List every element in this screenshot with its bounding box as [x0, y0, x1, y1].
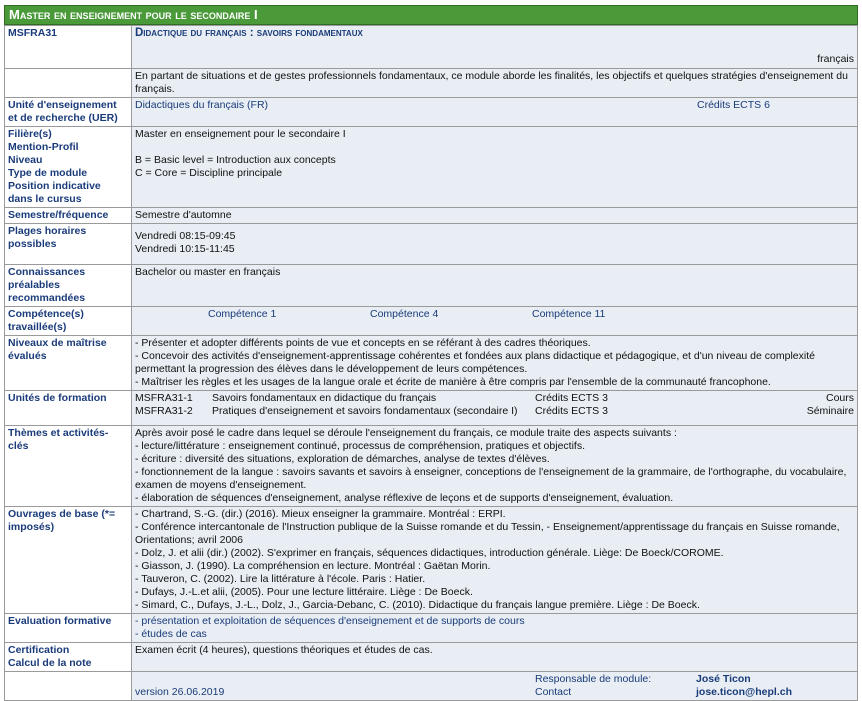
- competences-label: Compétence(s) travaillée(s): [5, 307, 132, 336]
- unite-row: MSFRA31-1 Savoirs fondamentaux en didactique du français Crédits ECTS 3 Cours: [135, 392, 854, 404]
- niveau-value: B = Basic level = Introduction aux concepts: [135, 154, 336, 166]
- description: En partant de situations et de gestes professionnels fondamentaux, ce module aborde les finalités, les objectifs et quelques stratégies d'enseignement du français.: [132, 69, 858, 98]
- course-title: Didactique du français : savoirs fondamentaux: [135, 27, 363, 39]
- module-table: [4, 25, 858, 701]
- module-code: MSFRA31: [5, 26, 132, 69]
- plage-1: Vendredi 08:15-09:45: [135, 230, 236, 242]
- theme-item: - fonctionnement de la langue : savoirs savants et savoirs à enseigner, conceptions de l'enseignement de la grammaire, de l'orthographe, du vocabulaire, examen de moyens d'enseignement.: [135, 466, 847, 491]
- filiere-label: Filière(s) Mention-Profil Niveau Type de module Position indicative dans le cursus: [5, 127, 132, 208]
- evaluation-item: - études de cas: [135, 628, 207, 640]
- uer-label: Unité d'enseignement et de recherche (UER): [5, 98, 132, 127]
- ouvrage-item: - Simard, C., Dufays, J.-L., Dolz, J., Garcia-Debanc, C. (2010). Didactique du français langue première. Liège : De Boeck.: [135, 599, 700, 611]
- niveau-item: - Concevoir des activités d'enseignement-apprentissage cohérentes et fondées aux plans didactique et pédagogique, et d'un niveau de complexité permettant la progression des élèves dans le développement de leurs compétences.: [135, 350, 815, 375]
- ouvrage-item: - Chartrand, S.-G. (dir.) (2016). Mieux enseigner la grammaire. Montréal : ERPI.: [135, 508, 506, 520]
- uer-value: Didactiques du français (FR): [135, 99, 269, 111]
- theme-item: - écriture : diversité des situations, exploration de démarches, analyse de textes d'élèves.: [135, 453, 550, 465]
- contact-label: Contact: [535, 686, 572, 698]
- certification-label: Certification Calcul de la note: [5, 643, 132, 672]
- version: version 26.06.2019: [135, 686, 225, 698]
- filiere-value: Master en enseignement pour le secondaire I: [135, 128, 346, 140]
- competence-11: Compétence 11: [532, 308, 606, 320]
- themes-label: Thèmes et activités-clés: [5, 426, 132, 507]
- unite-row: MSFRA31-2 Pratiques d'enseignement et savoirs fondamentaux (secondaire I) Crédits ECTS 3 Séminaire: [135, 405, 854, 417]
- semestre-value: Semestre d'automne: [132, 208, 858, 224]
- niveaux-label: Niveaux de maîtrise évalués: [5, 336, 132, 391]
- competence-1: Compétence 1: [208, 308, 277, 320]
- resp-label: Responsable de module:: [535, 673, 652, 685]
- module-sheet: [4, 5, 858, 701]
- evaluation-item: - présentation et exploitation de séquences d'enseignement et de supports de cours: [135, 615, 525, 627]
- type-value: C = Core = Discipline principale: [135, 167, 283, 179]
- ouvrage-item: - Dolz, J. et alii (dir.) (2002). S'exprimer en français, séquences didactiques, introduction générale. Liège: De Boeck/COROME.: [135, 547, 724, 559]
- competence-4: Compétence 4: [370, 308, 439, 320]
- theme-item: - élaboration de séquences d'enseignement, analyse réflexive de leçons et de supports d'enseignement, évaluation.: [135, 492, 674, 504]
- ouvrage-item: - Tauveron, C. (2002). Lire la littérature à l'école. Paris : Hatier.: [135, 573, 426, 585]
- plage-2: Vendredi 10:15-11:45: [135, 243, 235, 255]
- unites-label: Unités de formation: [5, 391, 132, 426]
- niveau-item: - Maîtriser les règles et les usages de la langue orale et écrite de manière à être compris par l'ensemble de la communauté francophone.: [135, 376, 771, 388]
- ouvrage-item: - Giasson, J. (1990). La compréhension en lecture. Montréal : Gaëtan Morin.: [135, 560, 491, 572]
- mention-value: [135, 141, 854, 154]
- connaissances-value: Bachelor ou master en français: [132, 265, 858, 307]
- niveau-item: - Présenter et adopter différents points de vue et concepts en se référant à des cadres théoriques.: [135, 337, 591, 349]
- theme-item: - lecture/littérature : enseignement continué, processus de compréhension, pratiques et objectifs.: [135, 440, 585, 452]
- language: français: [817, 53, 854, 65]
- resp-name: José Ticon: [696, 673, 751, 685]
- theme-item: Après avoir posé le cadre dans lequel se déroule l'enseignement du français, ce module traite des aspects suivants :: [135, 427, 677, 439]
- certification-value: Examen écrit (4 heures), questions théoriques et études de cas.: [132, 643, 858, 672]
- evaluation-label: Evaluation formative: [5, 614, 132, 643]
- ouvrage-item: - Dufays, J.-L.et alii, (2005). Pour une lecture littéraire. Liège : De Boeck.: [135, 586, 473, 598]
- contact-email[interactable]: jose.ticon@hepl.ch: [696, 686, 793, 698]
- page-title: Master en enseignement pour le secondaire I: [4, 5, 858, 25]
- uer-credits: Crédits ECTS 6: [697, 99, 770, 111]
- plages-label: Plages horaires possibles: [5, 224, 132, 265]
- semestre-label: Semestre/fréquence: [5, 208, 132, 224]
- ouvrages-label: Ouvrages de base (*= imposés): [5, 507, 132, 614]
- connaissances-label: Connaissances préalables recommandées: [5, 265, 132, 307]
- ouvrage-item: - Conférence intercantonale de l'Instruction publique de la Suisse romande et du Tessin, - Enseignement/apprentissage du français en Suisse romande, Orientations; avril 2006: [135, 521, 840, 546]
